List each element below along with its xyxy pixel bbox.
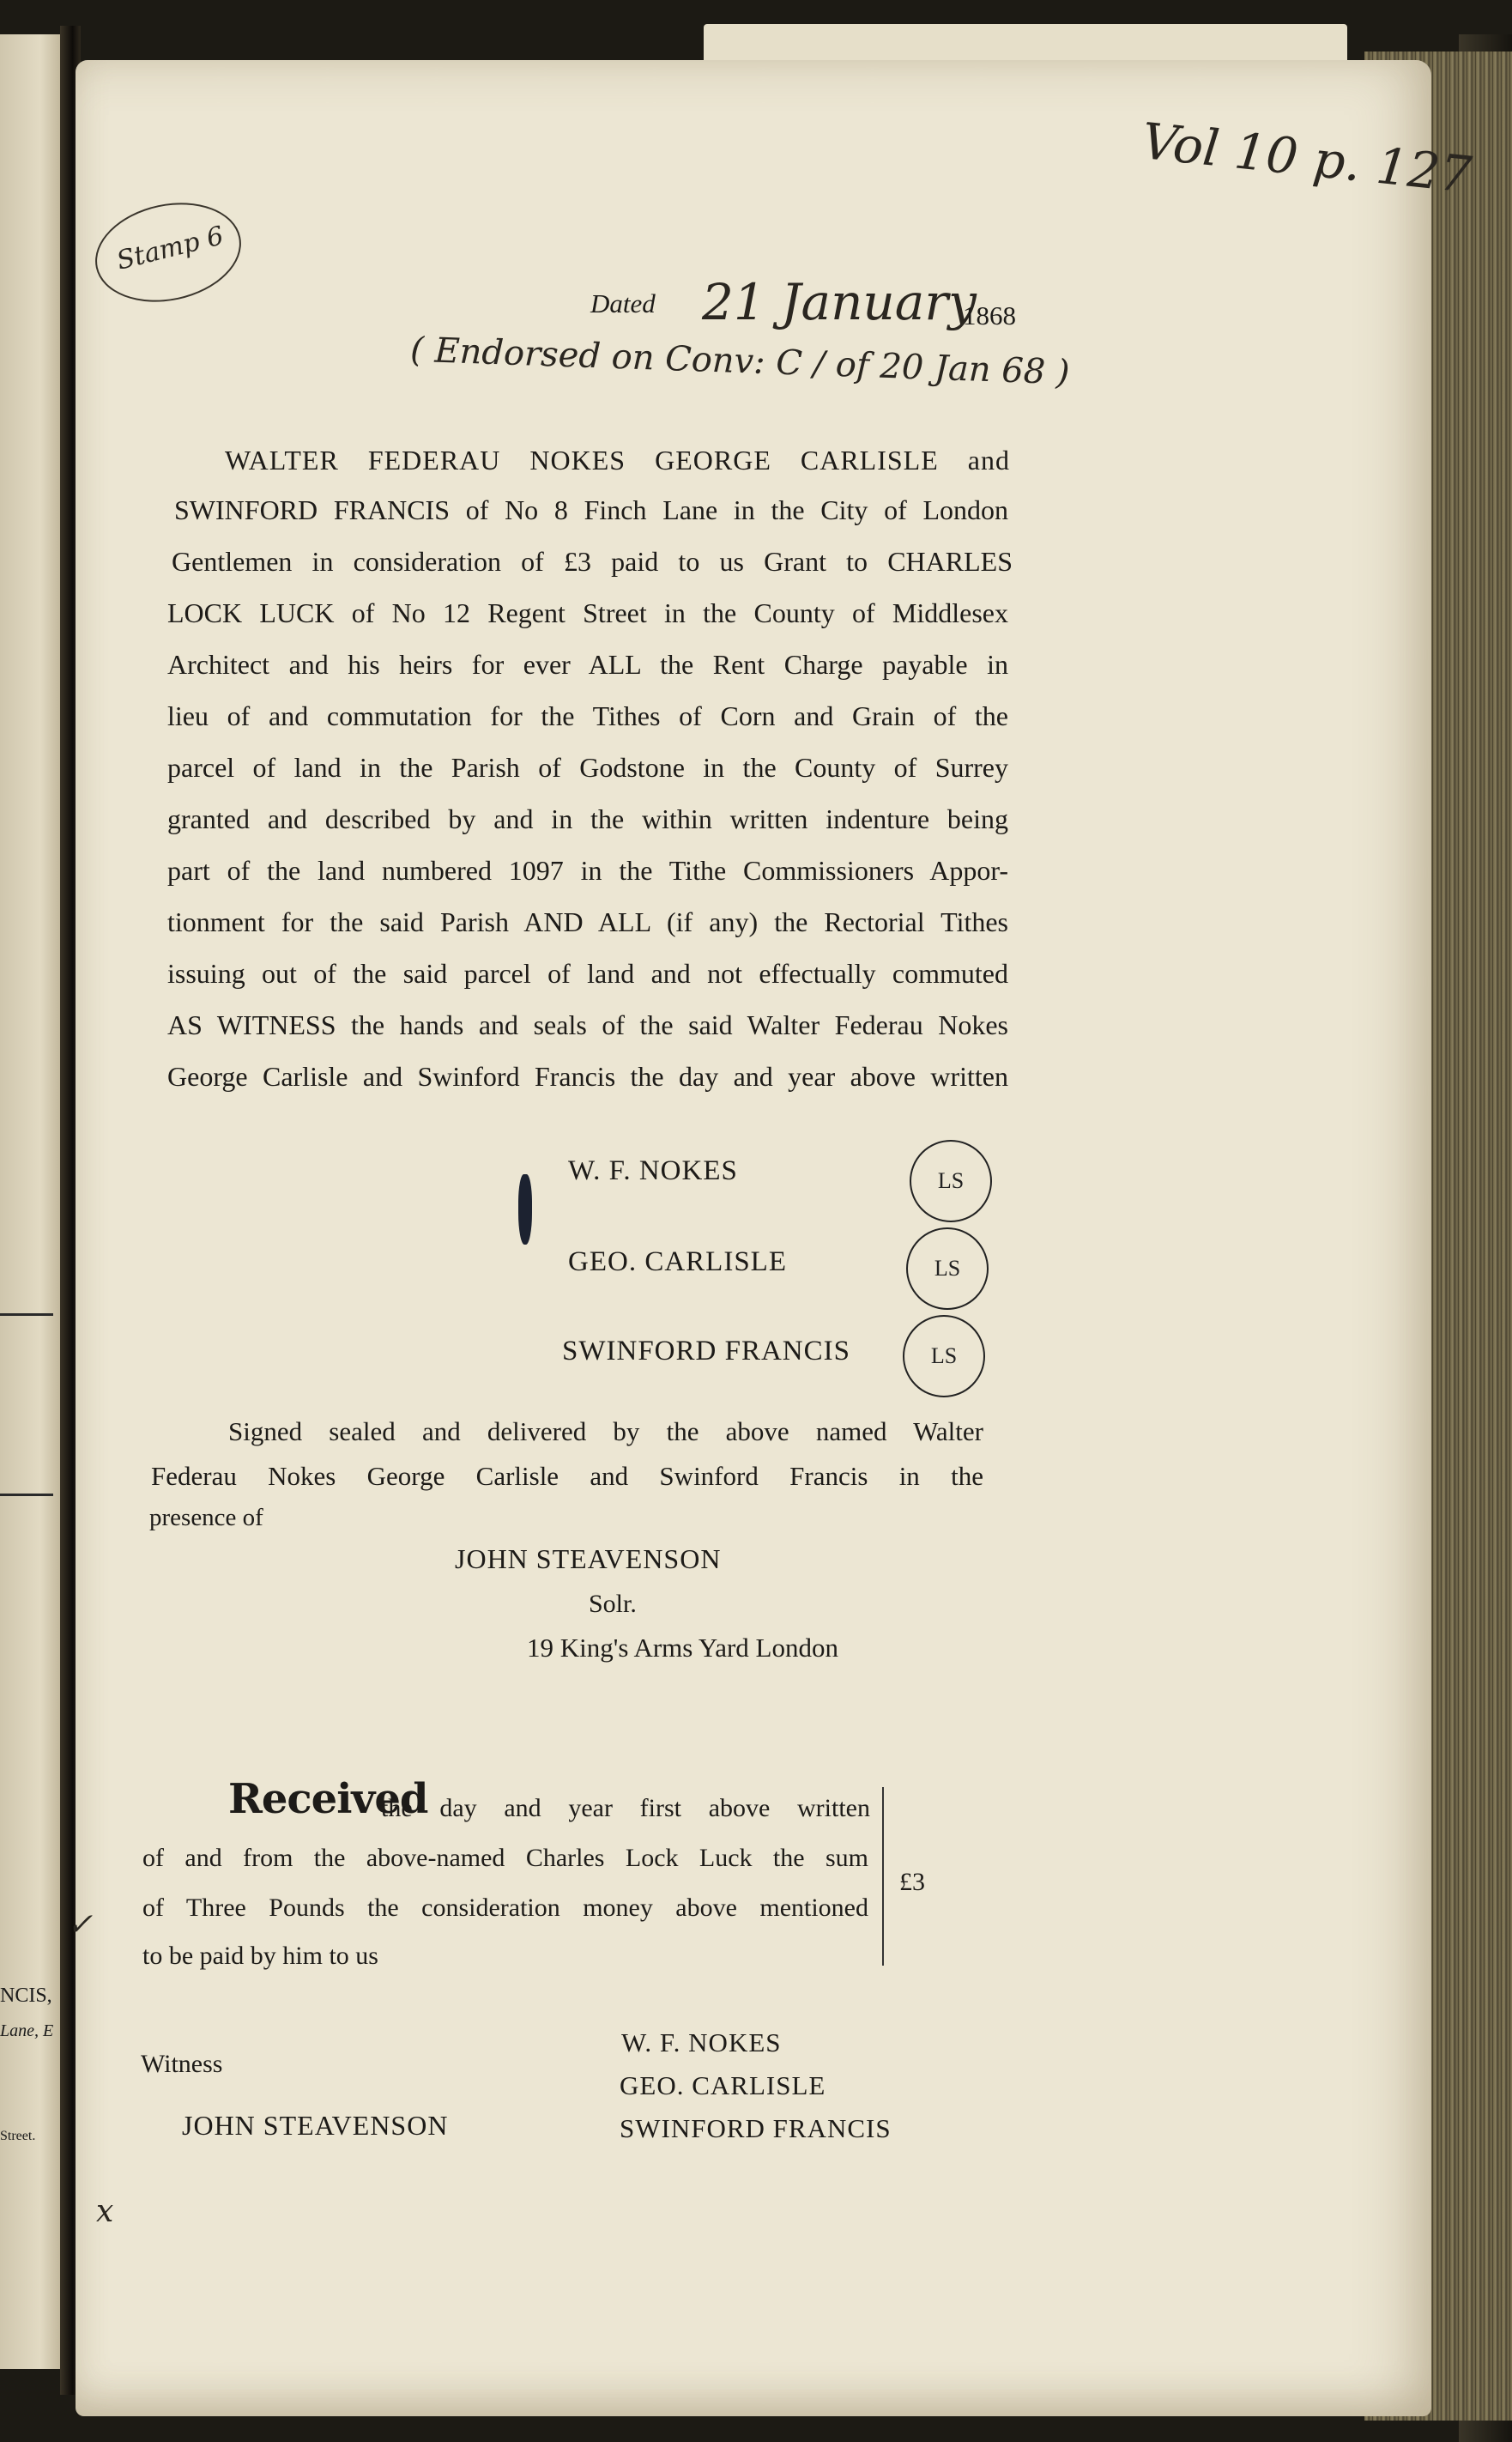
- dated-handwritten: 21 January: [702, 273, 977, 331]
- seal-circle: LS: [903, 1315, 985, 1397]
- receipt-signatory: W. F. NOKES: [621, 2027, 782, 2057]
- deed-line: granted and described by and in the within written indenture being: [167, 803, 1008, 834]
- receipt-line: the day and year first above written: [381, 1794, 870, 1822]
- volume-reference: Vol 10 p. 127: [1139, 112, 1474, 204]
- check-mark: ✓: [67, 1907, 94, 1942]
- deed-line: part of the land numbered 1097 in the Tithe Commissioners Appor-: [167, 855, 1008, 886]
- signatory-name: GEO. CARLISLE: [568, 1246, 787, 1277]
- pencil-mark: ⅹ: [96, 2194, 114, 2229]
- receipt-line: to be paid by him to us: [142, 1942, 378, 1970]
- deed-line: George Carlisle and Swinford Francis the day and year above written: [167, 1061, 1008, 1092]
- receipt-signatory: GEO. CARLISLE: [620, 2070, 826, 2100]
- left-fragment-text: NCIS,: [0, 1985, 52, 2007]
- receipt-witness-name: JOHN STEAVENSON: [182, 2110, 449, 2141]
- seal-circle: LS: [906, 1227, 989, 1310]
- deed-line: lieu of and commutation for the Tithes of Corn and Grain of the: [167, 700, 1008, 731]
- left-fragment-text: Street.: [0, 2129, 36, 2143]
- endorsement-note: ( Endorsed on Conv: C / of 20 Jan 68 ): [409, 330, 1071, 393]
- document-page: [76, 60, 1431, 2416]
- receipt-witness-label: Witness: [141, 2050, 223, 2078]
- deed-line: LOCK LUCK of No 12 Regent Street in the County of Middlesex: [167, 597, 1008, 628]
- signatory-name: W. F. NOKES: [568, 1155, 738, 1186]
- deed-line: parcel of land in the Parish of Godstone in the County of Surrey: [167, 752, 1008, 783]
- seal-circle: LS: [910, 1140, 992, 1222]
- witness-title: Solr.: [589, 1590, 637, 1618]
- stamp-note: Stamp 6: [113, 221, 227, 276]
- attestation-line: presence of: [149, 1504, 263, 1531]
- witness-address: 19 King's Arms Yard London: [527, 1633, 838, 1663]
- attestation-line: Federau Nokes George Carlisle and Swinford Francis in the: [151, 1461, 983, 1491]
- deed-line: SWINFORD FRANCIS of No 8 Finch Lane in the City of London: [174, 494, 1008, 525]
- dated-label: Dated: [590, 288, 656, 318]
- left-page-rule: [0, 1313, 53, 1316]
- receipt-line: of and from the above-named Charles Lock Luck the sum: [142, 1844, 868, 1872]
- left-page-edge: [0, 34, 67, 2369]
- deed-line: AS WITNESS the hands and seals of the said Walter Federau Nokes: [167, 1009, 1008, 1040]
- deed-line: issuing out of the said parcel of land and not effectually commuted: [167, 958, 1008, 989]
- deed-line: Gentlemen in consideration of £3 paid to us Grant to CHARLES: [172, 546, 1013, 577]
- receipt-heading: Received: [228, 1775, 428, 1823]
- receipt-bracket: [872, 1787, 884, 1966]
- dated-year: 1868: [963, 300, 1016, 330]
- deed-line: Architect and his heirs for ever ALL the Rent Charge payable in: [167, 649, 1008, 680]
- witness-name: JOHN STEAVENSON: [455, 1543, 722, 1574]
- deed-line: WALTER FEDERAU NOKES GEORGE CARLISLE and: [225, 445, 1010, 476]
- left-page-rule: [0, 1494, 53, 1496]
- receipt-signatory: SWINFORD FRANCIS: [620, 2113, 892, 2143]
- attestation-line: Signed sealed and delivered by the above named Walter: [228, 1416, 983, 1446]
- receipt-line: of Three Pounds the consideration money above mentioned: [142, 1894, 868, 1922]
- signatory-name: SWINFORD FRANCIS: [562, 1336, 850, 1366]
- ink-blot: [518, 1174, 532, 1245]
- left-fragment-text: Lane, E: [0, 2021, 54, 2040]
- receipt-amount: £3: [899, 1868, 925, 1896]
- deed-line: tionment for the said Parish AND ALL (if any) the Rectorial Tithes: [167, 906, 1008, 937]
